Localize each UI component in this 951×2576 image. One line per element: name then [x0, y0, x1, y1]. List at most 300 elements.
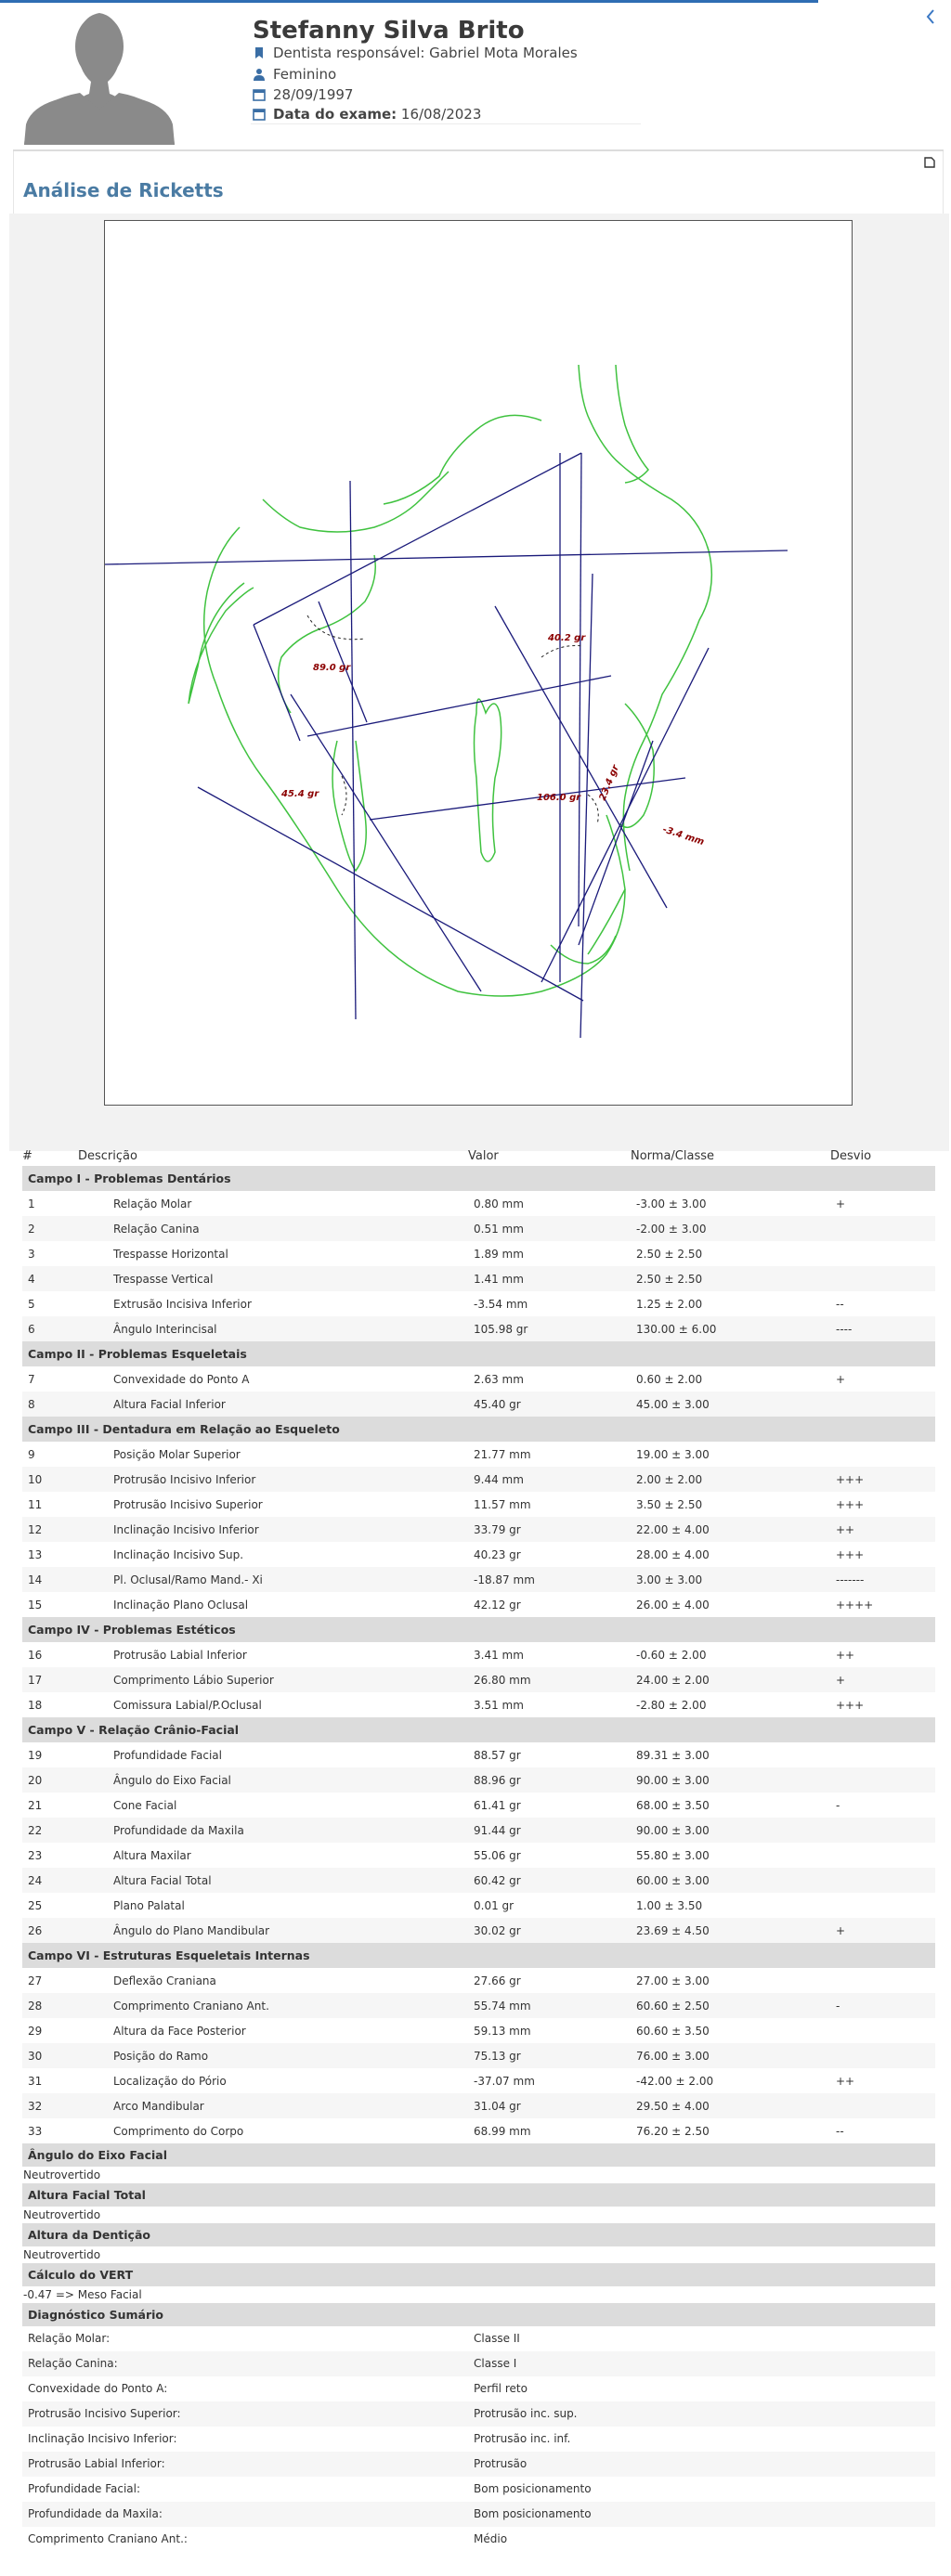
row-value: 55.06 gr	[474, 1848, 521, 1862]
row-norm: 1.00 ± 3.50	[636, 1898, 703, 1912]
row-number: 8	[22, 1392, 78, 1417]
row-number: 10	[22, 1467, 78, 1492]
table-row	[22, 1667, 935, 1692]
summary-label: Protrusão Labial Inferior:	[28, 2457, 165, 2470]
row-deviation: --	[836, 2124, 844, 2138]
table-group-header	[22, 1717, 935, 1742]
card-right-edge	[943, 151, 944, 218]
row-value: 105.98 gr	[468, 1316, 631, 1341]
summary-row	[22, 2351, 935, 2376]
row-description: Deflexão Craniana	[113, 1974, 216, 1987]
row-deviation	[830, 1241, 935, 1266]
birth-date-line	[253, 86, 353, 103]
row-deviation: +++	[836, 1698, 865, 1712]
group-title: Campo VI - Estruturas Esqueletais Internas	[22, 1943, 935, 1968]
contour-orbit	[279, 555, 376, 713]
summary-title: Diagnóstico Sumário	[22, 2303, 935, 2326]
row-deviation	[830, 1216, 935, 1241]
summary-value: Classe II	[474, 2332, 520, 2345]
note-text: -0.47 => Meso Facial	[23, 2288, 142, 2301]
row-norm: 3.50 ± 2.50	[636, 1497, 703, 1511]
summary-value: Bom posicionamento	[474, 2507, 592, 2520]
row-number: 13	[28, 1547, 43, 1561]
row-deviation: ++++	[836, 1598, 874, 1612]
table-row	[22, 1692, 935, 1717]
table-group-header	[22, 1341, 935, 1366]
row-value: 88.57 gr	[474, 1748, 521, 1762]
row-norm: 1.25 ± 2.00	[636, 1297, 703, 1311]
row-deviation	[830, 1968, 935, 1993]
contour-incisor-upper	[620, 704, 654, 827]
table-body	[22, 1166, 935, 2143]
line-pterygoid	[350, 481, 356, 1019]
summary-value: Bom posicionamento	[474, 2482, 592, 2495]
row-description: Relação Molar	[113, 1197, 192, 1210]
row-value: 33.79 gr	[468, 1517, 631, 1542]
exam-date-label: Data do exame:	[273, 106, 397, 123]
row-norm: 3.00 ± 3.00	[631, 1567, 830, 1592]
summary-row	[22, 2326, 935, 2351]
row-number: 27	[28, 1974, 43, 1987]
table-row	[22, 1517, 935, 1542]
table-row	[22, 1968, 935, 1993]
patient-header	[0, 0, 951, 150]
row-norm: -42.00 ± 2.00	[636, 2074, 714, 2088]
summary-row	[22, 2502, 935, 2527]
line-frankfort	[105, 550, 788, 564]
row-number: 5	[28, 1297, 35, 1311]
row-description: Comprimento do Corpo	[113, 2124, 244, 2138]
row-deviation	[830, 1392, 935, 1417]
row-deviation: +++	[830, 1467, 935, 1492]
row-norm: 26.00 ± 4.00	[636, 1598, 710, 1612]
col-header-dev: Desvio	[830, 1149, 872, 1163]
table-row	[22, 1191, 935, 1216]
summary-row	[22, 2452, 935, 2477]
row-norm: 2.00 ± 2.00	[631, 1467, 830, 1492]
row-value: 68.99 mm	[474, 2124, 531, 2138]
table-row	[22, 1793, 935, 1818]
table-row	[22, 1216, 935, 1241]
row-value: 30.02 gr	[468, 1918, 631, 1943]
exam-date-value: 16/08/2023	[400, 106, 482, 123]
analysis-title: Análise de Ricketts	[23, 179, 224, 201]
row-number: 28	[22, 1993, 78, 2018]
row-deviation: ----	[830, 1316, 935, 1341]
row-deviation: +++	[836, 1547, 865, 1561]
card-left-edge	[13, 151, 14, 218]
angle-label-6: -3.4 mm	[661, 824, 706, 848]
group-title: Campo III - Dentadura em Relação ao Esqueleto	[22, 1417, 935, 1442]
row-number: 23	[28, 1848, 43, 1862]
note-title: Altura da Dentição	[22, 2223, 935, 2246]
row-value: -3.54 mm	[474, 1297, 528, 1311]
row-description: Profundidade da Maxila	[78, 1818, 468, 1843]
row-description: Trespasse Vertical	[78, 1266, 468, 1291]
arc-106	[588, 795, 598, 824]
row-value: 3.41 mm	[474, 1648, 524, 1662]
row-norm: 29.50 ± 4.00	[631, 2093, 830, 2118]
contour-forehead	[384, 415, 541, 504]
row-deviation	[830, 1442, 935, 1467]
line-ramus	[319, 602, 367, 722]
table-row	[22, 1893, 935, 1918]
row-description: Protrusão Incisivo Superior	[113, 1497, 263, 1511]
row-description: Inclinação Incisivo Inferior	[78, 1517, 468, 1542]
row-description: Comprimento Lábio Superior	[78, 1667, 468, 1692]
row-norm: 90.00 ± 3.00	[631, 1767, 830, 1793]
row-number: 12	[22, 1517, 78, 1542]
row-norm: 23.69 ± 4.50	[631, 1918, 830, 1943]
row-number: 24	[22, 1868, 78, 1893]
row-deviation: ++	[830, 1517, 935, 1542]
patient-name: Stefanny Silva Brito	[253, 17, 525, 45]
row-norm: 55.80 ± 3.00	[636, 1848, 710, 1862]
row-description: Trespasse Horizontal	[113, 1247, 228, 1261]
row-deviation	[830, 2018, 935, 2043]
row-value: 61.41 gr	[474, 1798, 521, 1812]
header-divider	[251, 123, 641, 124]
row-description: Arco Mandibular	[78, 2093, 468, 2118]
group-title: Campo V - Relação Crânio-Facial	[22, 1717, 935, 1742]
table-header	[22, 1146, 935, 1166]
row-description: Inclinação Incisivo Sup.	[113, 1547, 244, 1561]
col-header-num: #	[22, 1149, 33, 1163]
row-description: Localização do Pório	[113, 2074, 227, 2088]
row-description: Altura Facial Inferior	[78, 1392, 468, 1417]
summary-label: Comprimento Craniano Ant.:	[28, 2532, 188, 2545]
row-deviation: ++	[836, 2074, 855, 2088]
row-description: Altura Facial Total	[78, 1868, 468, 1893]
row-number: 15	[28, 1598, 43, 1612]
summary-value: Médio	[474, 2532, 508, 2545]
row-number: 6	[22, 1316, 78, 1341]
table-row	[22, 1492, 935, 1517]
contour-ramus	[332, 741, 366, 871]
row-value: 75.13 gr	[468, 2043, 631, 2068]
row-norm: -2.00 ± 3.00	[631, 1216, 830, 1241]
contour-molar	[475, 699, 502, 861]
row-norm: 2.50 ± 2.50	[636, 1247, 703, 1261]
row-number: 16	[28, 1648, 43, 1662]
row-norm: 90.00 ± 3.00	[631, 1818, 830, 1843]
row-value: 45.40 gr	[468, 1392, 631, 1417]
table-row	[22, 1241, 935, 1266]
row-value: 0.80 mm	[474, 1197, 524, 1210]
row-value: 1.41 mm	[468, 1266, 631, 1291]
row-deviation: +	[830, 1918, 935, 1943]
row-description: Ângulo Interincisal	[78, 1316, 468, 1341]
row-deviation: --	[836, 1297, 844, 1311]
summary-row	[22, 2376, 935, 2401]
notes-block	[22, 2143, 935, 2303]
row-deviation	[830, 1742, 935, 1767]
row-deviation: +	[830, 1667, 935, 1692]
group-title: Campo IV - Problemas Estéticos	[22, 1617, 935, 1642]
row-description: Comprimento Craniano Ant.	[78, 1993, 468, 2018]
row-number: 30	[22, 2043, 78, 2068]
summary-row	[22, 2427, 935, 2452]
row-norm: 27.00 ± 3.00	[636, 1974, 710, 1987]
row-description: Profundidade Facial	[113, 1748, 222, 1762]
row-value: 88.96 gr	[468, 1767, 631, 1793]
row-number: 11	[28, 1497, 43, 1511]
table-row	[22, 1742, 935, 1767]
angle-label-5: 23.4 gr	[597, 763, 621, 803]
arc-40	[541, 646, 583, 658]
row-description: Altura da Face Posterior	[113, 2024, 246, 2038]
line-nasion-basion	[254, 453, 581, 625]
sex-text: Feminino	[273, 66, 337, 83]
row-description: Posição do Ramo	[78, 2043, 468, 2068]
line-occlusal-plane	[370, 778, 685, 820]
row-value: 0.01 gr	[474, 1898, 515, 1912]
row-number: 18	[28, 1698, 43, 1712]
summary-value: Protrusão	[474, 2457, 528, 2470]
cephalometric-tracing	[104, 220, 853, 1106]
col-header-desc: Descrição	[78, 1149, 137, 1163]
sex-line	[253, 66, 336, 83]
summary-label: Relação Molar:	[28, 2332, 111, 2345]
table-row	[22, 1392, 935, 1417]
row-deviation	[830, 1893, 935, 1918]
row-norm: 60.60 ± 2.50	[631, 1993, 830, 2018]
row-norm: 24.00 ± 2.00	[631, 1667, 830, 1692]
note-title: Cálculo do VERT	[22, 2263, 935, 2286]
row-description: Protrusão Labial Inferior	[113, 1648, 247, 1662]
row-description: Inclinação Plano Oclusal	[113, 1598, 249, 1612]
line-mandibular-plane	[198, 787, 583, 1001]
table-row	[22, 1542, 935, 1567]
row-number: 1	[28, 1197, 35, 1210]
angle-label-4: 106.0 gr	[537, 793, 581, 803]
line-e-line	[541, 648, 709, 982]
calendar-icon	[253, 108, 266, 121]
row-deviation: -------	[830, 1567, 935, 1592]
row-number: 22	[22, 1818, 78, 1843]
row-norm: 60.60 ± 3.50	[636, 2024, 710, 2038]
row-number: 26	[22, 1918, 78, 1943]
summary-block	[22, 2303, 935, 2552]
table-group-header	[22, 1166, 935, 1191]
row-norm: 0.60 ± 2.00	[636, 1372, 703, 1386]
table-row	[22, 2043, 935, 2068]
row-number: 9	[28, 1447, 35, 1461]
row-description: Cone Facial	[113, 1798, 177, 1812]
row-norm: -0.60 ± 2.00	[636, 1648, 707, 1662]
angle-label-2: 40.2 gr	[548, 633, 586, 643]
row-description: Convexidade do Ponto A	[113, 1372, 250, 1386]
table-row	[22, 1918, 935, 1943]
row-value: 27.66 gr	[474, 1974, 521, 1987]
row-norm: 130.00 ± 6.00	[631, 1316, 830, 1341]
summary-label: Inclinação Incisivo Inferior:	[28, 2432, 177, 2445]
row-deviation: +	[836, 1372, 846, 1386]
row-deviation: +++	[836, 1497, 865, 1511]
summary-value: Perfil reto	[474, 2382, 528, 2395]
table-row	[22, 2118, 935, 2143]
row-number: 20	[22, 1767, 78, 1793]
row-value: 59.13 mm	[474, 2024, 531, 2038]
row-value: 60.42 gr	[468, 1868, 631, 1893]
angle-label-1: 89.0 gr	[313, 663, 351, 673]
row-number: 31	[28, 2074, 43, 2088]
table-row	[22, 1467, 935, 1492]
contour-incisor-lower	[588, 815, 625, 954]
table-group-header	[22, 1617, 935, 1642]
contour-occiput	[189, 583, 254, 704]
summary-row	[22, 2401, 935, 2427]
table-row	[22, 2018, 935, 2043]
summary-rows	[22, 2326, 935, 2552]
summary-row	[22, 2477, 935, 2502]
table-row	[22, 2068, 935, 2093]
row-description: Relação Canina	[78, 1216, 468, 1241]
row-norm: 68.00 ± 3.50	[636, 1798, 710, 1812]
row-deviation: -	[836, 1798, 840, 1812]
row-deviation	[830, 1818, 935, 1843]
row-deviation: ++	[836, 1648, 855, 1662]
table-row	[22, 1316, 935, 1341]
row-value: 55.74 mm	[468, 1993, 631, 2018]
row-description: Extrusão Incisiva Inferior	[113, 1297, 252, 1311]
row-description: Posição Molar Superior	[113, 1447, 241, 1461]
row-deviation	[830, 1868, 935, 1893]
row-norm: -2.80 ± 2.00	[636, 1698, 707, 1712]
summary-value: Protrusão inc. inf.	[474, 2432, 571, 2445]
row-deviation	[830, 1266, 935, 1291]
row-norm: 89.31 ± 3.00	[636, 1748, 710, 1762]
table-row	[22, 2093, 935, 2118]
birth-date-text: 28/09/1997	[273, 86, 354, 103]
contour-mandible	[204, 527, 625, 996]
person-icon	[253, 68, 266, 81]
row-norm: 45.00 ± 3.00	[631, 1392, 830, 1417]
ricketts-table	[22, 1146, 935, 2143]
row-norm: 60.00 ± 3.00	[631, 1868, 830, 1893]
group-title: Campo II - Problemas Esqueletais	[22, 1341, 935, 1366]
note-title: Altura Facial Total	[22, 2183, 935, 2207]
line-facial-axis	[291, 694, 481, 991]
row-norm: 76.20 ± 2.50	[636, 2124, 710, 2138]
row-number: 7	[28, 1372, 35, 1386]
group-title: Campo I - Problemas Dentários	[22, 1166, 935, 1191]
table-row	[22, 1993, 935, 2018]
row-deviation	[830, 2043, 935, 2068]
row-norm: 19.00 ± 3.00	[636, 1447, 710, 1461]
row-description: Ângulo do Plano Mandibular	[78, 1918, 468, 1943]
table-group-header	[22, 1943, 935, 1968]
row-deviation	[830, 2093, 935, 2118]
row-description: Protrusão Incisivo Inferior	[78, 1467, 468, 1492]
row-value: -37.07 mm	[474, 2074, 535, 2088]
summary-label: Relação Canina:	[28, 2357, 118, 2370]
row-norm: 76.00 ± 3.00	[631, 2043, 830, 2068]
row-number: 25	[28, 1898, 43, 1912]
contour-cranial-base	[263, 472, 449, 532]
angle-label-3: 45.4 gr	[281, 789, 319, 799]
row-number: 19	[28, 1748, 43, 1762]
row-description: Pl. Oclusal/Ramo Mand.- Xi	[78, 1567, 468, 1592]
row-value: -18.87 mm	[468, 1567, 631, 1592]
dentist-line	[253, 45, 578, 61]
line-facial-plane	[579, 453, 581, 926]
ricketts-table-wrap	[22, 1146, 935, 2552]
row-number: 3	[28, 1247, 35, 1261]
row-deviation	[830, 1767, 935, 1793]
summary-value: Classe I	[474, 2357, 517, 2370]
row-value: 0.51 mm	[468, 1216, 631, 1241]
row-value: 21.77 mm	[474, 1447, 531, 1461]
table-row	[22, 1592, 935, 1617]
summary-label: Profundidade da Maxila:	[28, 2507, 163, 2520]
row-value: 2.63 mm	[474, 1372, 524, 1386]
summary-label: Profundidade Facial:	[28, 2482, 141, 2495]
section-divider	[13, 149, 944, 151]
table-row	[22, 1366, 935, 1392]
summary-label: Protrusão Incisivo Superior:	[28, 2407, 181, 2420]
table-row	[22, 1567, 935, 1592]
table-row	[22, 1442, 935, 1467]
arc-89	[307, 615, 365, 640]
row-value: 40.23 gr	[474, 1547, 521, 1561]
table-group-header	[22, 1417, 935, 1442]
arc-45	[342, 776, 346, 815]
row-value: 1.89 mm	[474, 1247, 524, 1261]
row-norm: 22.00 ± 4.00	[631, 1517, 830, 1542]
dentist-text: Dentista responsável: Gabriel Mota Morales	[273, 45, 578, 61]
row-number: 33	[28, 2124, 43, 2138]
note-text: Neutrovertido	[23, 2248, 101, 2261]
table-row	[22, 1266, 935, 1291]
row-value: 31.04 gr	[468, 2093, 631, 2118]
summary-label: Convexidade do Ponto A:	[28, 2382, 168, 2395]
exam-date-line	[253, 106, 481, 123]
line-xi	[254, 625, 300, 741]
row-value: 42.12 gr	[474, 1598, 521, 1612]
row-number: 32	[22, 2093, 78, 2118]
document-icon[interactable]	[923, 156, 936, 169]
row-description: Ângulo do Eixo Facial	[78, 1767, 468, 1793]
calendar-icon	[253, 88, 266, 101]
row-deviation	[830, 1843, 935, 1868]
row-number: 17	[22, 1667, 78, 1692]
col-header-norm: Norma/Classe	[631, 1149, 715, 1163]
row-value: 9.44 mm	[468, 1467, 631, 1492]
summary-row	[22, 2527, 935, 2552]
row-deviation: +	[836, 1197, 846, 1210]
col-header-val: Valor	[468, 1149, 499, 1163]
row-number: 4	[22, 1266, 78, 1291]
row-deviation: -	[830, 1993, 935, 2018]
row-number: 14	[22, 1567, 78, 1592]
table-row	[22, 1843, 935, 1868]
table-row	[22, 1291, 935, 1316]
row-description: Altura Maxilar	[113, 1848, 191, 1862]
table-row	[22, 1818, 935, 1843]
avatar	[24, 6, 175, 145]
table-row	[22, 1767, 935, 1793]
row-norm: 2.50 ± 2.50	[631, 1266, 830, 1291]
row-value: 26.80 mm	[468, 1667, 631, 1692]
row-description: Plano Palatal	[113, 1898, 185, 1912]
table-row	[22, 1868, 935, 1893]
row-value: 3.51 mm	[474, 1698, 524, 1712]
note-text: Neutrovertido	[23, 2208, 101, 2221]
note-text: Neutrovertido	[23, 2168, 101, 2181]
line-incisor-axis	[495, 606, 667, 908]
table-row	[22, 1642, 935, 1667]
